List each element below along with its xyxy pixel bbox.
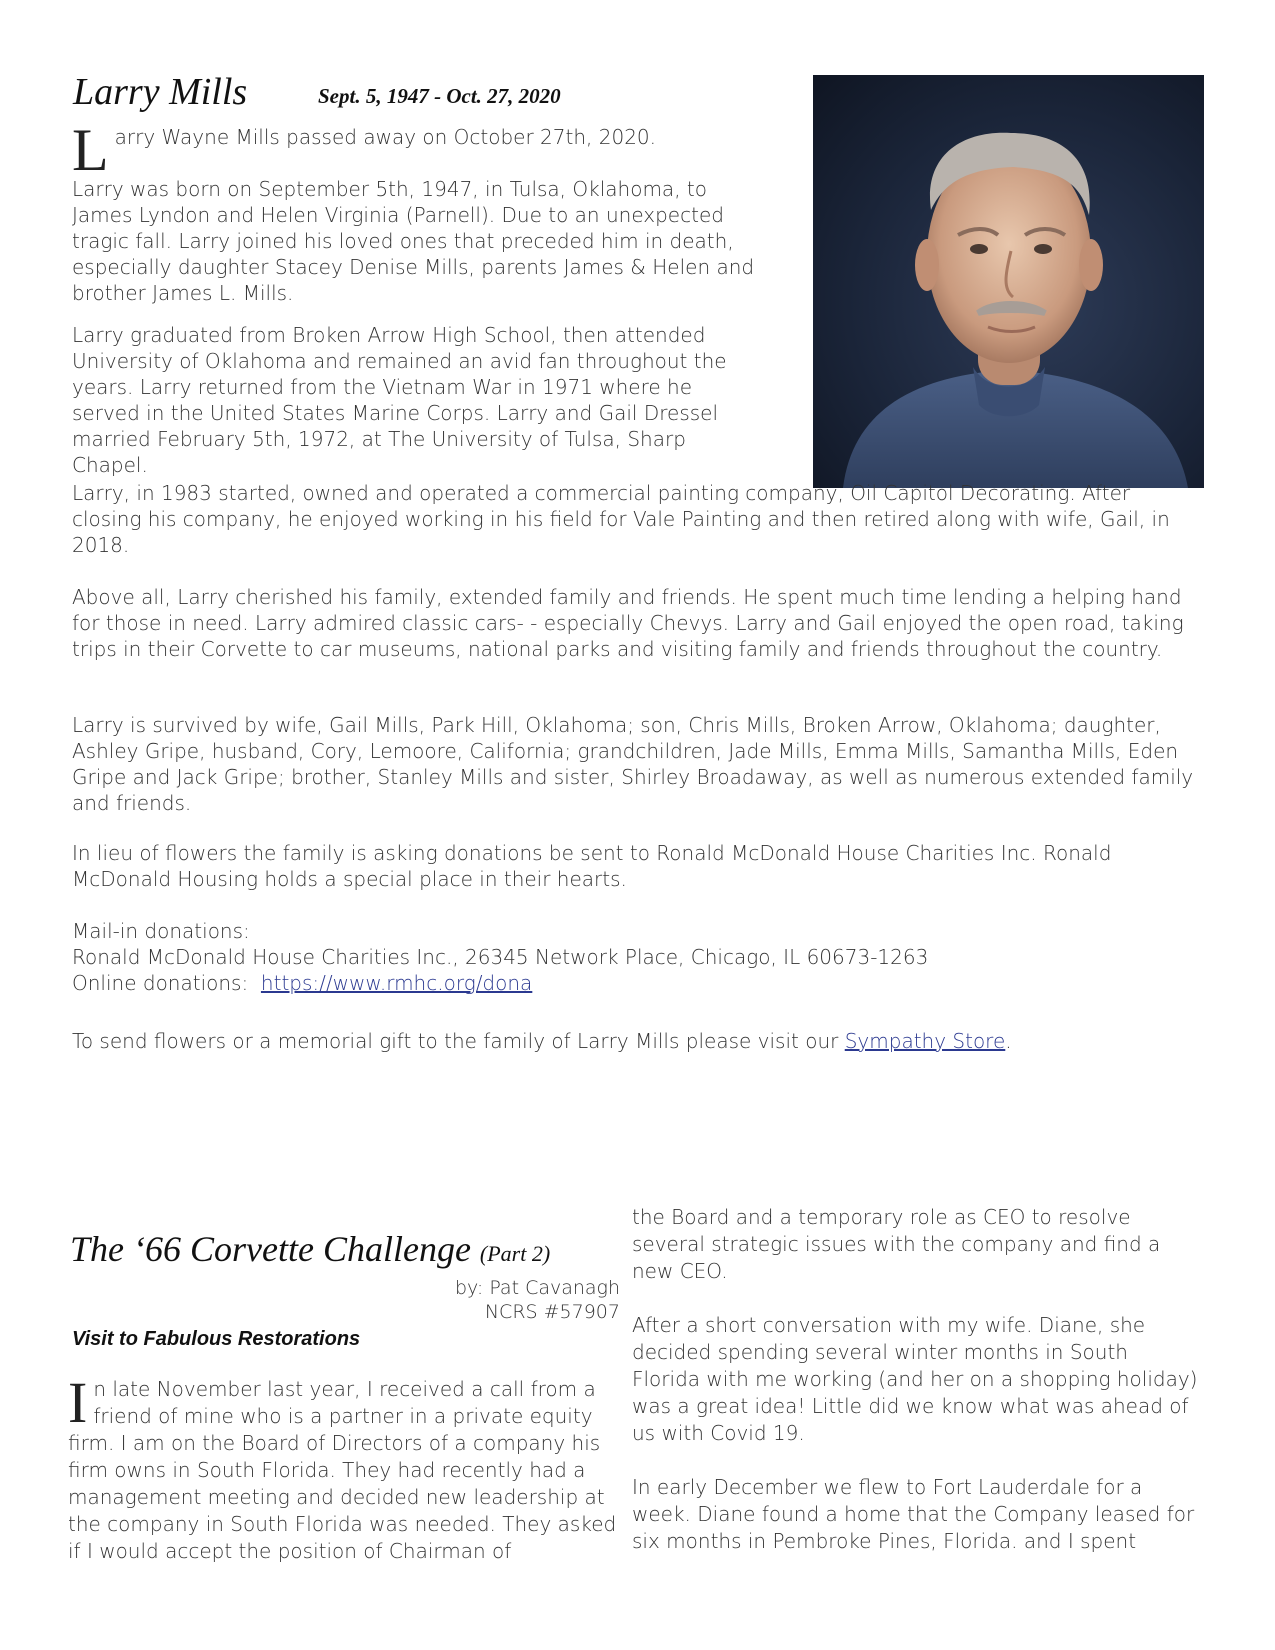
flowers-line [72, 1028, 1202, 1054]
sympathy-store-link[interactable]: Sympathy Store [844, 1029, 1006, 1053]
obituary-name: Larry Mills [73, 71, 248, 113]
flowers-text: To send flowers or a memorial gift to the family of Larry Mills please visit our [72, 1029, 839, 1053]
article-column-2 [632, 1204, 1202, 1555]
obituary-paragraph-2: Larry graduated from Broken Arrow High School, then attended University of Oklahoma and remained an avid fan throughout the years. Larry returned from the Vietnam War in 1971 where he served in the United States Marine Corps. Larry and Gail Dressel married February 5th, 1972, at The University of Tulsa, Sharp Chapel. [72, 323, 727, 477]
online-donations-line [72, 970, 1202, 996]
obituary-lead [72, 117, 772, 306]
obituary-paragraph-3: Larry, in 1983 started, owned and operated a commercial painting company, Oil Capitol Decorating. After closing his company, he enjoyed working in his field for Vale Painting and then retired along with wife, Gail, in 2018. [72, 481, 1170, 557]
article-title-text: The ‘66 Corvette Challenge [70, 1229, 471, 1269]
mail-in-address: Ronald McDonald House Charities Inc., 26345 Network Place, Chicago, IL 60673-1263 [72, 945, 929, 969]
mail-in-label: Mail-in donations: [72, 919, 250, 943]
donations-block [72, 918, 1202, 996]
obituary-dates: Sept. 5, 1947 - Oct. 27, 2020 [318, 84, 561, 108]
obituary-first-line: arry Wayne Mills passed away on October 27th, 2020. [114, 125, 656, 149]
article-subheading: Visit to Fabulous Restorations [72, 1328, 361, 1350]
byline-ncrs: NCRS #57907 [484, 1301, 620, 1323]
obituary-paragraph-1: Larry was born on September 5th, 1947, in Tulsa, Oklahoma, to James Lyndon and Helen Virginia (Parnell). Due to an unexpected tragic fall. Larry joined his loved ones that preceded him in death, especially daughter Stacey Denise Mills, parents James & Helen and brother James L. Mills. [72, 177, 755, 305]
flowers-period: . [1005, 1029, 1012, 1053]
obituary-paragraph-4: Above all, Larry cherished his family, extended family and friends. He spent much time lending a helping hand for those in need. Larry admired classic cars- - especially Chevys. Larry and Gail enjoyed the open road, taking trips in their Corvette to car museums, national parks and visiting family and friends throughout the country. [72, 585, 1184, 661]
article-drop-cap: I [68, 1370, 88, 1435]
portrait-photo [813, 75, 1204, 488]
drop-cap: L [72, 117, 109, 183]
byline-author: by: Pat Cavanagh [454, 1277, 620, 1299]
obituary-paragraph-5: Larry is survived by wife, Gail Mills, Park Hill, Oklahoma; son, Chris Mills, Broken Arrow, Oklahoma; daughter, Ashley Gripe, husband, Cory, Lemoore, California; grandchildren, Jade Mills, Emma Mills, Samantha Mills, Eden Gripe and Jack Gripe; brother, Stanley Mills and sister, Shirley Broadaway, as well as numerous extended family and friends. [72, 713, 1194, 815]
byline [380, 1276, 620, 1324]
obituary-paragraph-6: In lieu of flowers the family is asking donations be sent to Ronald McDonald House Charities Inc. Ronald McDonald Housing holds a special place in their hearts. [72, 841, 1112, 891]
portrait-illustration [813, 75, 1204, 488]
article-title [70, 1228, 550, 1270]
online-label: Online donations: [72, 971, 249, 995]
article-col2-paragraph-1: the Board and a temporary role as CEO to resolve several strategic issues with the company and find a new CEO. [632, 1205, 1161, 1283]
article-column-1 [68, 1370, 618, 1565]
donation-link[interactable]: https://www.rmhc.org/dona [260, 971, 533, 995]
article-part: (Part 2) [479, 1241, 551, 1266]
article-col2-paragraph-2: After a short conversation with my wife. Diane, she decided spending several winter months in South Florida with me working (and her on a shopping holiday) was a great idea! Little did we know what was ahead of us with Covid 19. [632, 1313, 1198, 1445]
article-col1-text: n late November last year, I received a call from a friend of mine who is a partner in a private equity firm. I am on the Board of Directors of a company his firm owns in South Florida. They had recently had a management meeting and decided new leadership at the company in South Florida was needed. They asked if I would accept the position of Chairman of [68, 1377, 617, 1563]
article-col2-paragraph-3: In early December we flew to Fort Lauderdale for a week. Diane found a home that the Company leased for six months in Pembroke Pines, Florida. and I spent [632, 1475, 1195, 1553]
